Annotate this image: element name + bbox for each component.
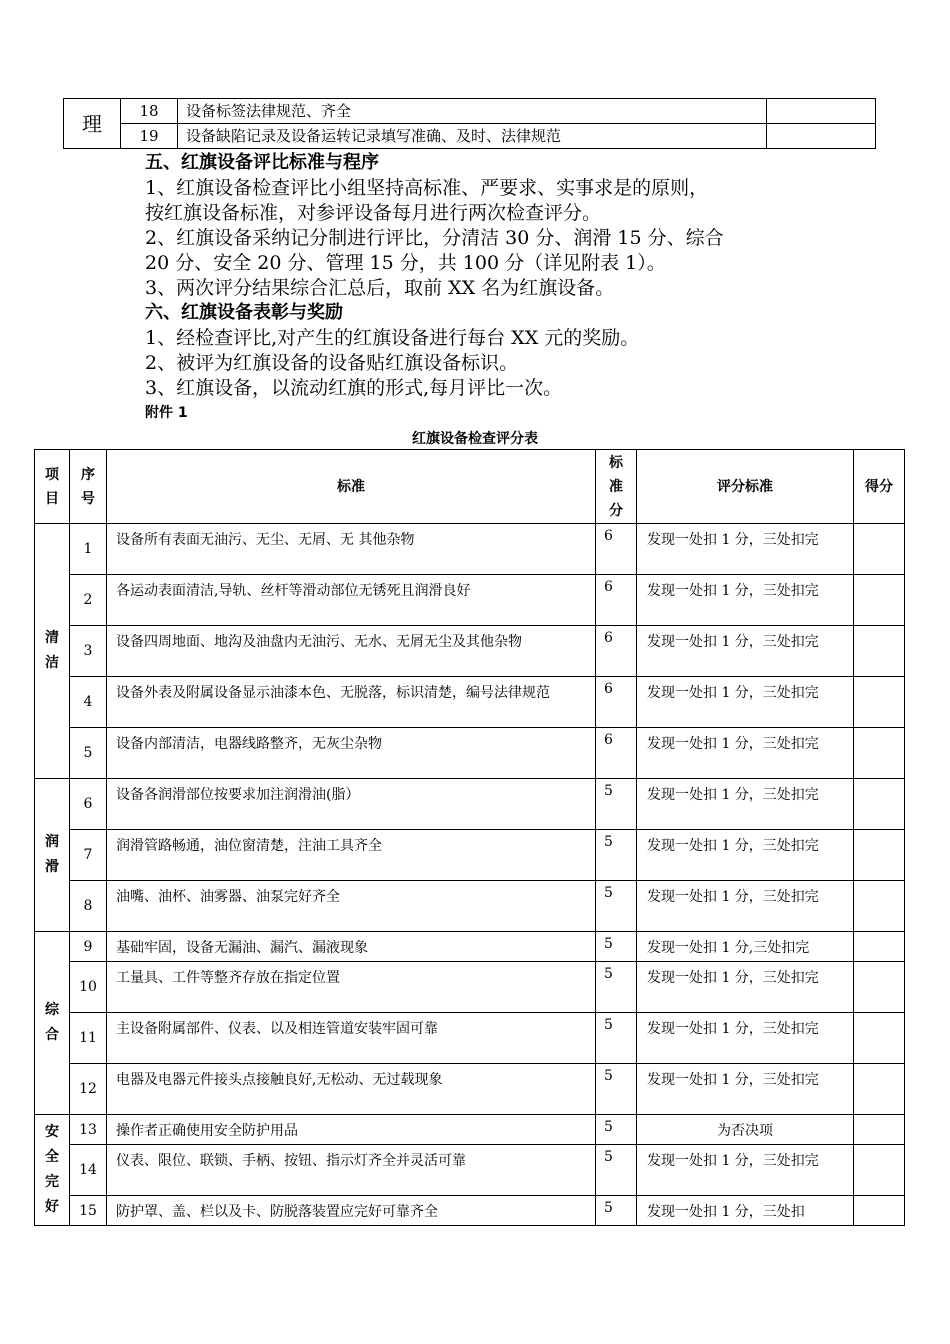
table-row: [35, 1115, 905, 1145]
got-cell: [854, 1145, 905, 1196]
row-number: 9: [70, 932, 107, 962]
got-cell: [854, 1196, 905, 1226]
rule-cell: 发现一处扣 1 分，三处扣完: [637, 1013, 854, 1064]
standard-cell: 工量具、工件等整齐存放在指定位置: [107, 962, 596, 1013]
got-cell: [854, 830, 905, 881]
row-number: 11: [70, 1013, 107, 1064]
standard-cell: 润滑管路畅通，油位窗清楚，注油工具齐全: [107, 830, 596, 881]
standard-cell: 防护罩、盖、栏以及卡、防脱落装置应完好可靠齐全: [107, 1196, 596, 1226]
table-row: [35, 575, 905, 626]
category-cell: 理: [64, 99, 121, 149]
score-cell: 5: [596, 962, 637, 1013]
section5-heading: 五、红旗设备评比标准与程序: [145, 152, 379, 173]
table-row: [35, 677, 905, 728]
row-number: 6: [70, 779, 107, 830]
table-title: 红旗设备检查评分表: [412, 431, 538, 447]
row-number: 18: [121, 99, 178, 124]
table-row: [64, 99, 876, 124]
score-cell: 5: [596, 830, 637, 881]
standard-cell: 设备所有表面无油污、无尘、无屑、无 其他杂物: [107, 524, 596, 575]
row-number: 1: [70, 524, 107, 575]
got-cell: [854, 1064, 905, 1115]
row-text: 设备标签法律规范、齐全: [178, 99, 767, 124]
row-number: 8: [70, 881, 107, 932]
scoring-table: [34, 449, 905, 1226]
got-cell: [854, 779, 905, 830]
paragraph-line: 3、两次评分结果综合汇总后，取前 XX 名为红旗设备。: [145, 277, 615, 299]
header-rule: 评分标准: [637, 450, 854, 524]
paragraph-line: 3、红旗设备，以流动红旗的形式,每月评比一次。: [145, 377, 563, 399]
got-cell: [854, 524, 905, 575]
rule-cell: 发现一处扣 1 分，三处扣完: [637, 575, 854, 626]
row-number: 5: [70, 728, 107, 779]
standard-cell: 设备外表及附属设备显示油漆本色、无脱落，标识清楚，编号法律规范: [107, 677, 596, 728]
annex-label: 附件 1: [145, 405, 188, 421]
score-cell: 6: [596, 575, 637, 626]
row-number: 12: [70, 1064, 107, 1115]
score-cell: 5: [596, 932, 637, 962]
score-cell: 5: [596, 1064, 637, 1115]
category-cell: 清洁: [35, 524, 70, 779]
category-cell: 润滑: [35, 779, 70, 932]
row-number: 7: [70, 830, 107, 881]
paragraph-line: 2、被评为红旗设备的设备贴红旗设备标识。: [145, 352, 519, 374]
rule-cell: 发现一处扣 1 分，三处扣完: [637, 728, 854, 779]
score-cell: 5: [596, 1145, 637, 1196]
table-row: [35, 932, 905, 962]
category-cell: 综合: [35, 932, 70, 1115]
got-cell: [854, 575, 905, 626]
rule-cell: 发现一处扣 1 分，三处扣完: [637, 1064, 854, 1115]
got-cell: [854, 881, 905, 932]
rule-cell: 发现一处扣 1 分，三处扣完: [637, 1145, 854, 1196]
rule-cell: 发现一处扣 1 分，三处扣完: [637, 524, 854, 575]
row-number: 14: [70, 1145, 107, 1196]
rule-cell: 发现一处扣 1 分，三处扣完: [637, 962, 854, 1013]
paragraph-line: 1、经检查评比,对产生的红旗设备进行每台 XX 元的奖励。: [145, 327, 640, 349]
standard-cell: 仪表、限位、联锁、手柄、按钮、指示灯齐全并灵活可靠: [107, 1145, 596, 1196]
rule-cell: 发现一处扣 1 分，三处扣完: [637, 779, 854, 830]
score-cell: 6: [596, 626, 637, 677]
rule-cell: 发现一处扣 1 分，三处扣完: [637, 677, 854, 728]
got-cell: [854, 1013, 905, 1064]
score-cell: 5: [596, 1115, 637, 1145]
header-row: [35, 450, 905, 524]
got-cell: [854, 728, 905, 779]
standard-cell: 油嘴、油杯、油雾器、油泵完好齐全: [107, 881, 596, 932]
standard-cell: 设备各润滑部位按要求加注润滑油(脂）: [107, 779, 596, 830]
rule-cell: 为否决项: [637, 1115, 854, 1145]
table-row: [35, 962, 905, 1013]
row-number: 13: [70, 1115, 107, 1145]
score-cell: 6: [596, 524, 637, 575]
got-cell: [854, 932, 905, 962]
row-number: 10: [70, 962, 107, 1013]
table-row: [35, 1145, 905, 1196]
row-number: 4: [70, 677, 107, 728]
row-number: 15: [70, 1196, 107, 1226]
paragraph-line: 按红旗设备标准，对参评设备每月进行两次检查评分。: [145, 202, 602, 224]
header-got: 得分: [854, 450, 905, 524]
score-cell: 6: [596, 728, 637, 779]
score-cell: 5: [596, 1196, 637, 1226]
standard-cell: 电器及电器元件接头点接触良好,无松动、无过载现象: [107, 1064, 596, 1115]
row-number: 19: [121, 124, 178, 149]
table-row: [64, 124, 876, 149]
standard-cell: 主设备附属部件、仪表、以及相连管道安装牢固可靠: [107, 1013, 596, 1064]
paragraph-line: 20 分、安全 20 分、管理 15 分，共 100 分（详见附表 1）。: [145, 252, 666, 274]
table-row: [35, 1196, 905, 1226]
row-text: 设备缺陷记录及设备运转记录填写准确、及时、法律规范: [178, 124, 767, 149]
table-row: [35, 728, 905, 779]
table-row: [35, 524, 905, 575]
got-cell: [854, 962, 905, 1013]
paragraph-line: 1、红旗设备检查评比小组坚持高标准、严要求、实事求是的原则，: [145, 177, 709, 199]
score-cell: 5: [596, 1013, 637, 1064]
standard-cell: 操作者正确使用安全防护用品: [107, 1115, 596, 1145]
category-cell: 安全完好: [35, 1115, 70, 1226]
rule-cell: 发现一处扣 1 分，三处扣完: [637, 881, 854, 932]
score-cell: 5: [596, 881, 637, 932]
standard-cell: 设备四周地面、地沟及油盘内无油污、无水、无屑无尘及其他杂物: [107, 626, 596, 677]
table-row: [35, 626, 905, 677]
score-cell: 6: [596, 677, 637, 728]
blank-cell: [767, 124, 876, 149]
header-item: 项目: [35, 450, 70, 524]
blank-cell: [767, 99, 876, 124]
row-number: 2: [70, 575, 107, 626]
table-row: [35, 1013, 905, 1064]
table-row: [35, 1064, 905, 1115]
table-row: [35, 830, 905, 881]
header-score: 标准分: [596, 450, 637, 524]
rule-cell: 发现一处扣 1 分，三处扣: [637, 1196, 854, 1226]
standard-cell: 基础牢固，设备无漏油、漏汽、漏液现象: [107, 932, 596, 962]
standard-cell: 设备内部清洁，电器线路整齐，无灰尘杂物: [107, 728, 596, 779]
rule-cell: 发现一处扣 1 分，三处扣完: [637, 830, 854, 881]
score-cell: 5: [596, 779, 637, 830]
section6-heading: 六、红旗设备表彰与奖励: [145, 302, 343, 323]
top-table: [63, 98, 876, 149]
rule-cell: 发现一处扣 1 分,三处扣完: [637, 932, 854, 962]
rule-cell: 发现一处扣 1 分，三处扣完: [637, 626, 854, 677]
table-row: [35, 779, 905, 830]
table-row: [35, 881, 905, 932]
header-seq: 序号: [70, 450, 107, 524]
got-cell: [854, 1115, 905, 1145]
standard-cell: 各运动表面清洁,导轨、丝杆等滑动部位无锈死且润滑良好: [107, 575, 596, 626]
row-number: 3: [70, 626, 107, 677]
got-cell: [854, 626, 905, 677]
paragraph-line: 2、红旗设备采纳记分制进行评比，分清洁 30 分、润滑 15 分、综合: [145, 227, 724, 249]
header-standard: 标准: [107, 450, 596, 524]
got-cell: [854, 677, 905, 728]
